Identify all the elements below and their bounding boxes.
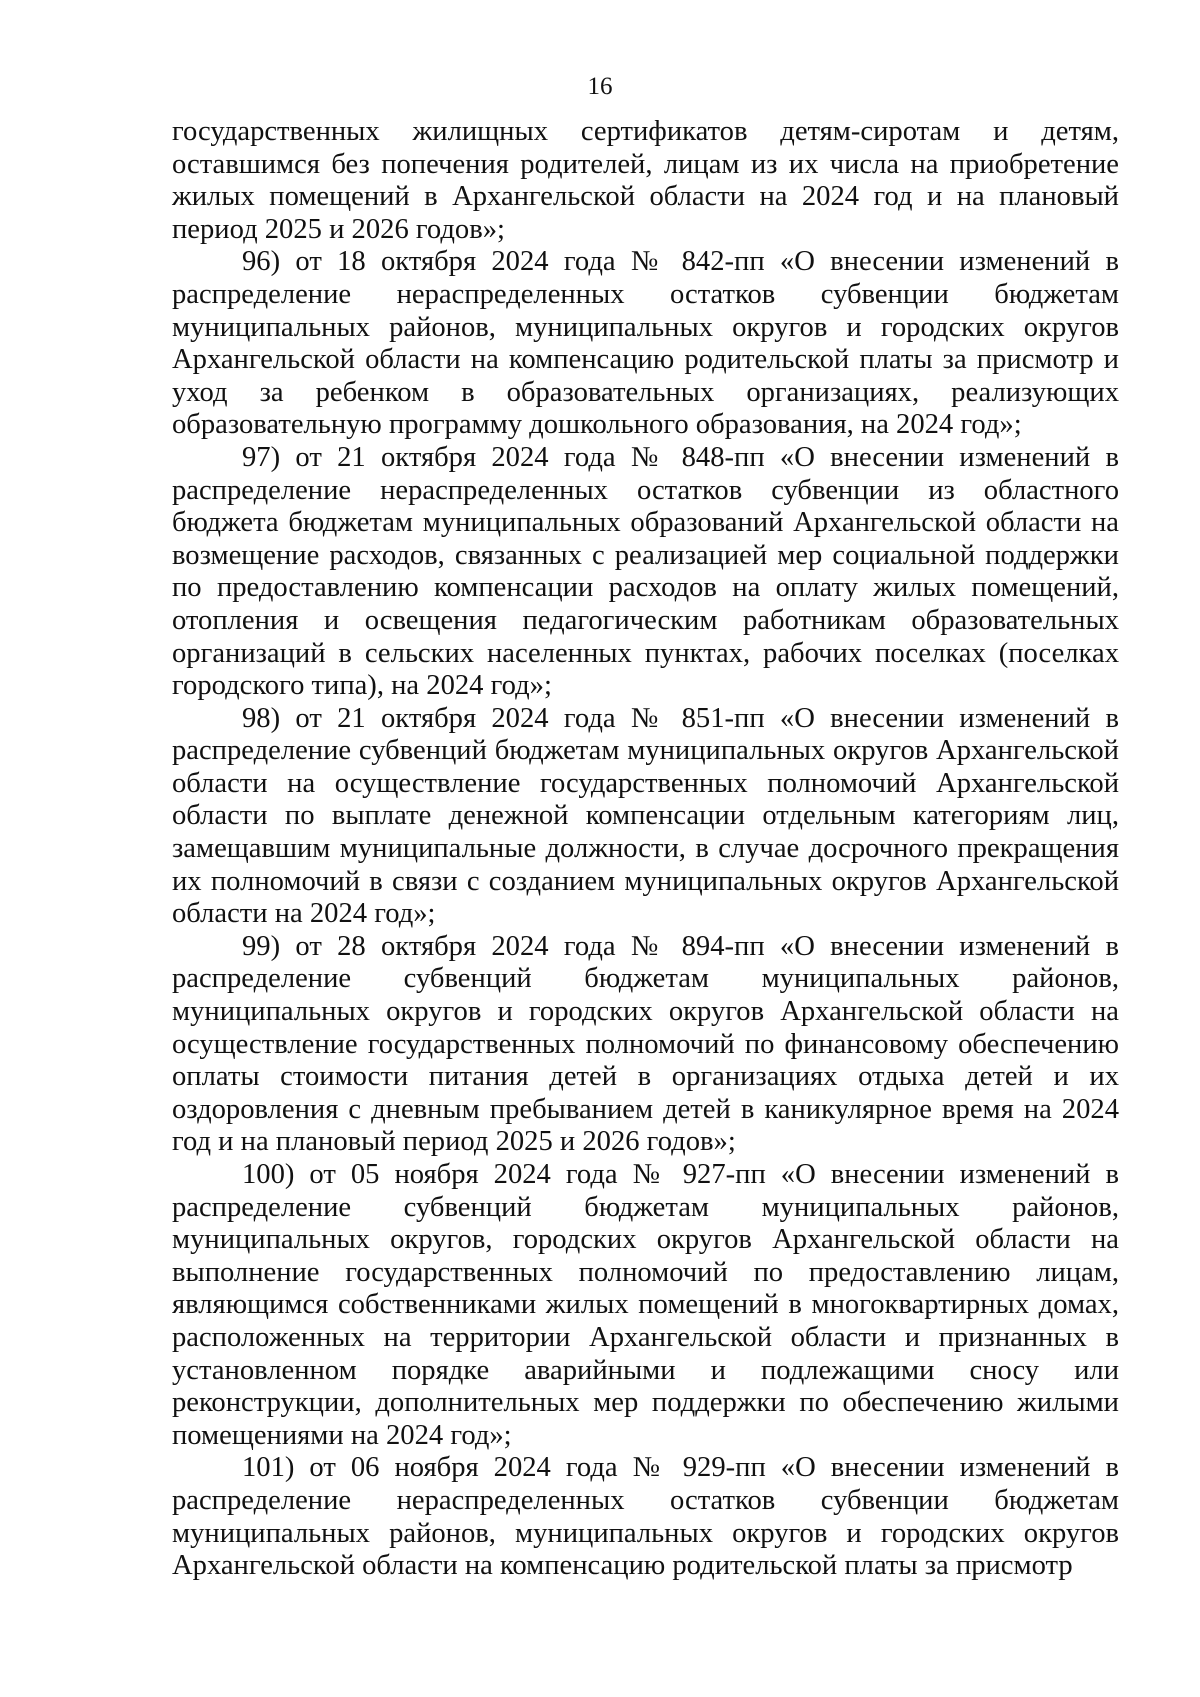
paragraph-item-100: 100) от 05 ноября 2024 года № 927-пп «О внесении изменений в распределение субвенций бюджетам муниципальных районов, муниципальных округов, городских округов Архангельской области на выполнение государственных полномочий по предоставлению лицам, являющимся собственниками жилых помещений в многоквартирных домах, расположенных на территории Архангельской области и признанных в установленном порядке аварийными и подлежащими сносу или реконструкции, дополнительных мер поддержки по обеспечению жилыми помещениями на 2024 год»; <box>172 1159 1119 1451</box>
paragraph-item-101: 101) от 06 ноября 2024 года № 929-пп «О внесении изменений в распределение нераспределенных остатков субвенции бюджетам муниципальных районов, муниципальных округов и городских округов Архангельской области на компенсацию родительской платы за присмотр <box>172 1452 1119 1582</box>
document-body <box>172 116 1119 1583</box>
paragraph-item-96: 96) от 18 октября 2024 года № 842-пп «О внесении изменений в распределение нераспределенных остатков субвенции бюджетам муниципальных районов, муниципальных округов и городских округов Архангельской области на компенсацию родительской платы за присмотр и уход за ребенком в образовательных организациях, реализующих образовательную программу дошкольного образования, на 2024 год»; <box>172 246 1119 441</box>
paragraph-item-97: 97) от 21 октября 2024 года № 848-пп «О внесении изменений в распределение нераспределенных остатков субвенции из областного бюджета бюджетам муниципальных образований Архангельской области на возмещение расходов, связанных с реализацией мер социальной поддержки по предоставлению компенсации расходов на оплату жилых помещений, отопления и освещения педагогическим работникам образовательных организаций в сельских населенных пунктах, рабочих поселках (поселках городского типа), на 2024 год»; <box>172 441 1119 702</box>
paragraph-item-98: 98) от 21 октября 2024 года № 851-пп «О внесении изменений в распределение субвенций бюджетам муниципальных округов Архангельской области на осуществление государственных полномочий Архангельской области по выплате денежной компенсации отдельным категориям лиц, замещавшим муниципальные должности, в случае досрочного прекращения их полномочий в связи с созданием муниципальных округов Архангельской области на 2024 год»; <box>172 702 1119 930</box>
paragraph-continuation: государственных жилищных сертификатов детям-сиротам и детям, оставшимся без попечения родителей, лицам из их числа на приобретение жилых помещений в Архангельской области на 2024 год и на плановый период 2025 и 2026 годов»; <box>172 116 1119 245</box>
page-number: 16 <box>587 73 613 100</box>
paragraph-item-99: 99) от 28 октября 2024 года № 894-пп «О внесении изменений в распределение субвенций бюджетам муниципальных районов, муниципальных округов и городских округов Архангельской области на осуществление государственных полномочий по финансовому обеспечению оплаты стоимости питания детей в организациях отдыха детей и их оздоровления с дневным пребыванием детей в каникулярное время на 2024 год и на плановый период 2025 и 2026 годов»; <box>172 930 1119 1158</box>
